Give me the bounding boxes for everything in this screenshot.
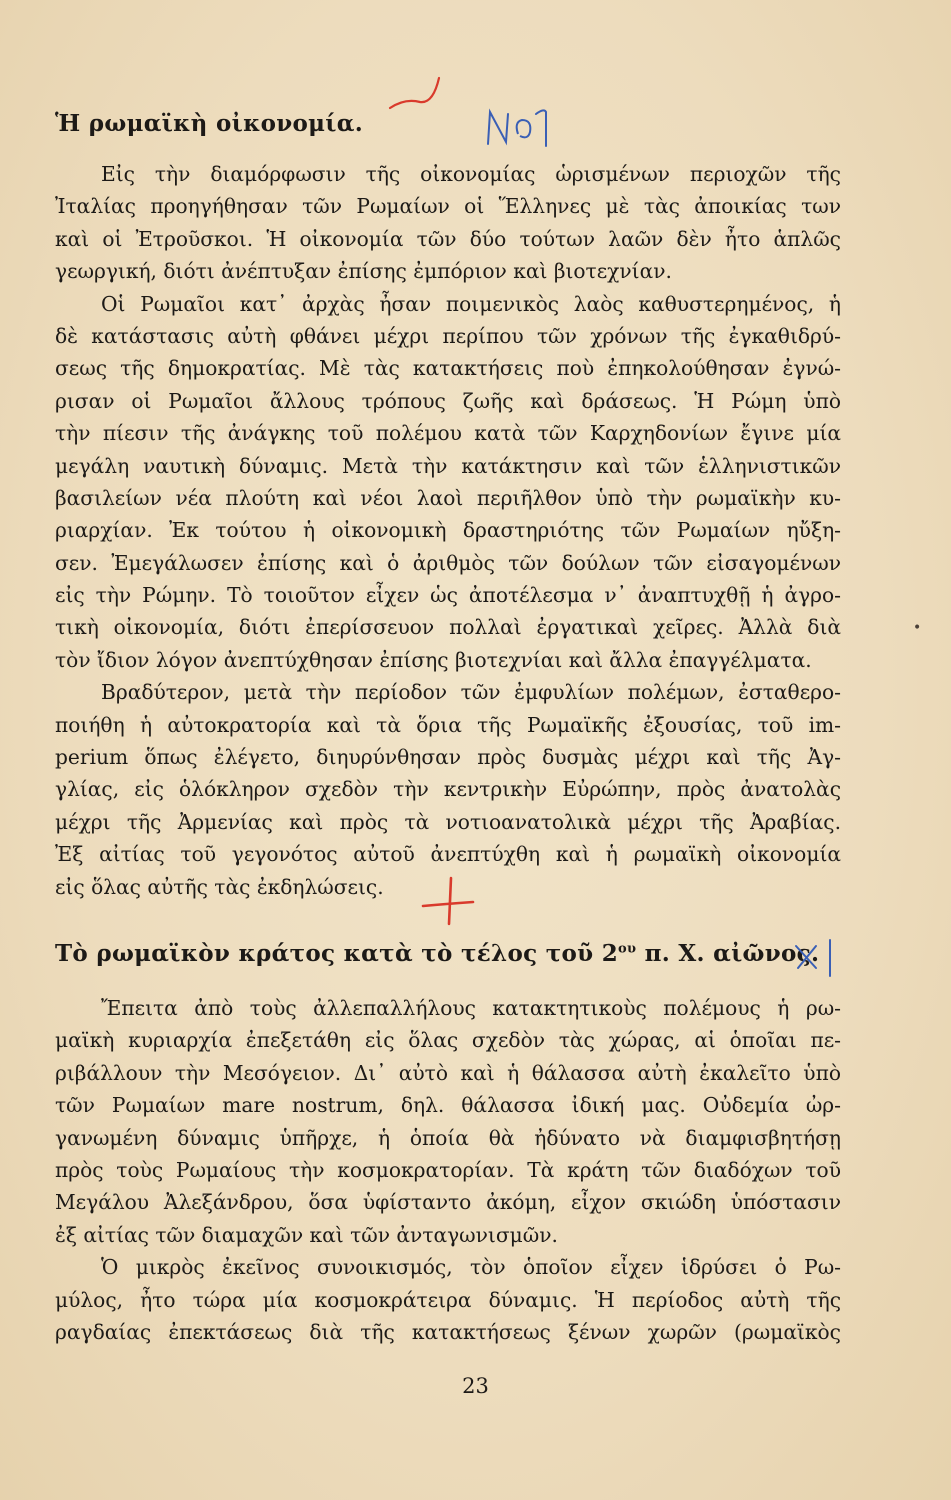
text-line: ποιήθη ἡ αὐτοκρατορία καὶ τὰ ὅρια τῆς Ρωμαϊκῆς ἐξουσίας, τοῦ im- <box>55 712 841 737</box>
text-line: σεως τῆς δημοκρατίας. Μὲ τὰς κατακτήσεις ποὺ ἐπηκολούθησαν ἐγνώ- <box>55 356 841 381</box>
text-line: βασιλείων νέα πλούτη καὶ νέοι λαοὶ περιῆλθον ὑπὸ τὴν ρωμαϊκὴν κυ- <box>55 485 841 510</box>
text-line: Ἰταλίας προηγήθησαν τῶν Ρωμαίων οἱ Ἕλληνες μὲ τὰς ἀποικίας των <box>55 194 841 219</box>
red-cross-mark-icon <box>415 870 485 930</box>
section-2-body <box>55 992 841 1348</box>
page-number: 23 <box>462 1374 489 1398</box>
section-1-title: Ἡ ρωμαϊκὴ οἰκονομία. <box>55 110 364 137</box>
text-line: δὲ κατάστασις αὐτὴ φθάνει μέχρι περίπου τῶν χρόνων τῆς ἐγκαθιδρύ- <box>55 323 841 348</box>
red-check-mark-icon <box>385 70 455 115</box>
paragraph <box>55 1251 841 1348</box>
paragraph <box>55 992 841 1251</box>
section-2-title-text: Τὸ ρωμαϊκὸν κράτος κατὰ τὸ τέλος τοῦ 2 <box>55 940 618 967</box>
paragraph <box>55 158 841 288</box>
text-line: τῶν Ρωμαίων mare nostrum, δηλ. θάλασσα ἰδική μας. Οὐδεμία ὠρ- <box>55 1093 841 1118</box>
text-line: Μεγάλου Ἀλεξάνδρου, ὅσα ὑφίσταντο ἀκόμη, εἶχον σκιώδη ὑπόστασιν <box>55 1190 841 1215</box>
text-line: Οἱ Ρωμαῖοι κατ᾽ ἀρχὰς ἦσαν ποιμενικὸς λαὸς καθυστερημένος, ἡ <box>101 291 841 316</box>
text-line: μεγάλη ναυτικὴ δύναμις. Μετὰ τὴν κατάκτησιν καὶ τῶν ἑλληνιστικῶν <box>55 453 841 478</box>
text-line: ραγδαίας ἐπεκτάσεως διὰ τῆς κατακτήσεως ξένων χωρῶν (ρωμαϊκὸς <box>55 1319 841 1344</box>
text-line: μύλος, ἦτο τώρα μία κοσμοκράτειρα δύναμις. Ἡ περίοδος αὐτὴ τῆς <box>55 1287 841 1312</box>
text-line: γεωργική, διότι ἀνέπτυξαν ἐπίσης ἐμπόριον καὶ βιοτεχνίαν. <box>55 259 672 284</box>
text-line: ρισαν οἱ Ρωμαῖοι ἄλλους τρόπους ζωῆς καὶ δράσεως. Ἡ Ρώμη ὑπὸ <box>55 388 841 413</box>
text-line: Βραδύτερον, μετὰ τὴν περίοδον τῶν ἐμφυλίων πολέμων, ἐσταθερο- <box>101 680 841 705</box>
section-2-title-end: π. Χ. αἰῶνος. <box>636 940 820 967</box>
paragraph <box>55 676 841 903</box>
text-line: καὶ οἱ Ἐτροῦσκοι. Ἡ οἰκονομία τῶν δύο τούτων λαῶν δὲν ἦτο ἁπλῶς <box>55 226 841 251</box>
text-line: ἐξ αἰτίας τῶν διαμαχῶν καὶ τῶν ἀνταγωνισμῶν. <box>55 1222 558 1247</box>
text-line: πρὸς τοὺς Ρωμαίους τὴν κοσμοκρατορίαν. Τὰ κράτη τῶν διαδόχων τοῦ <box>55 1157 841 1182</box>
text-line: σεν. Ἐμεγάλωσεν ἐπίσης καὶ ὁ ἀριθμὸς τῶν δούλων τῶν εἰσαγομένων <box>55 550 841 575</box>
text-line: εἰς ὅλας αὐτῆς τὰς ἐκδηλώσεις. <box>55 874 384 899</box>
text-line: γλίας, εἰς ὁλόκληρον σχεδὸν τὴν κεντρικὴν Εὐρώπην, πρὸς ἀνατολὰς <box>55 777 841 802</box>
text-line: Εἰς τὴν διαμόρφωσιν τῆς οἰκονομίας ὡρισμένων περιοχῶν τῆς <box>101 162 841 186</box>
section-1-body <box>55 158 841 903</box>
margin-dot: • <box>913 620 922 636</box>
handwritten-annotation-n01 <box>480 100 600 150</box>
paragraph <box>55 288 841 677</box>
text-line: τὸν ἴδιον λόγον ἀνεπτύχθησαν ἐπίσης βιοτεχνίαι καὶ ἄλλα ἐπαγγέλματα. <box>55 647 812 672</box>
text-line: γανωμένη δύναμις ὑπῆρχε, ἡ ὁποία θὰ ἠδύνατο νὰ διαμφισβητήσῃ <box>55 1125 841 1150</box>
text-line: εἰς τὴν Ρώμην. Τὸ τοιοῦτον εἶχεν ὡς ἀποτέλεσμα ν᾽ ἀναπτυχθῇ ἡ ἀγρο- <box>55 583 841 608</box>
section-2-title-superscript: ου <box>618 941 637 957</box>
text-line: Ἐξ αἰτίας τοῦ γεγονότος αὐτοῦ ἀνεπτύχθη καὶ ἡ ρωμαϊκὴ οἰκονομία <box>55 842 841 867</box>
text-line: Ἔπειτα ἀπὸ τοὺς ἀλλεπαλλήλους κατακτητικοὺς πολέμους ἡ ρω- <box>101 996 841 1020</box>
section-2-title <box>55 940 841 967</box>
text-line: perium ὅπως ἐλέγετο, διηυρύνθησαν πρὸς δυσμὰς μέχρι καὶ τῆς Ἀγ- <box>55 745 841 770</box>
text-line: μαϊκὴ κυριαρχία ἐπεξετάθη εἰς ὅλας σχεδὸν τὰς χώρας, αἱ ὁποῖαι πε- <box>55 1028 841 1053</box>
handwritten-annotation-x1 <box>790 932 860 980</box>
text-line: ριβάλλουν τὴν Μεσόγειον. Δι᾽ αὐτὸ καὶ ἡ θάλασσα αὐτὴ ἐκαλεῖτο ὑπὸ <box>55 1060 841 1085</box>
text-line: μέχρι τῆς Ἀρμενίας καὶ πρὸς τὰ νοτιοανατολικὰ μέχρι τῆς Ἀραβίας. <box>55 809 841 834</box>
text-line: Ὁ μικρὸς ἐκεῖνος συνοικισμός, τὸν ὁποῖον εἶχεν ἱδρύσει ὁ Ρω- <box>101 1255 841 1280</box>
text-line: τὴν πίεσιν τῆς ἀνάγκης τοῦ πολέμου κατὰ τῶν Καρχηδονίων ἔγινε μία <box>55 421 841 446</box>
text-line: τικὴ οἰκονομία, διότι ἐπερίσσευον πολλαὶ ἐργατικαὶ χεῖρες. Ἀλλὰ διὰ <box>55 615 841 640</box>
text-line: ριαρχίαν. Ἐκ τούτου ἡ οἰκονομικὴ δραστηριότης τῶν Ρωμαίων ηὔξη- <box>55 518 841 543</box>
